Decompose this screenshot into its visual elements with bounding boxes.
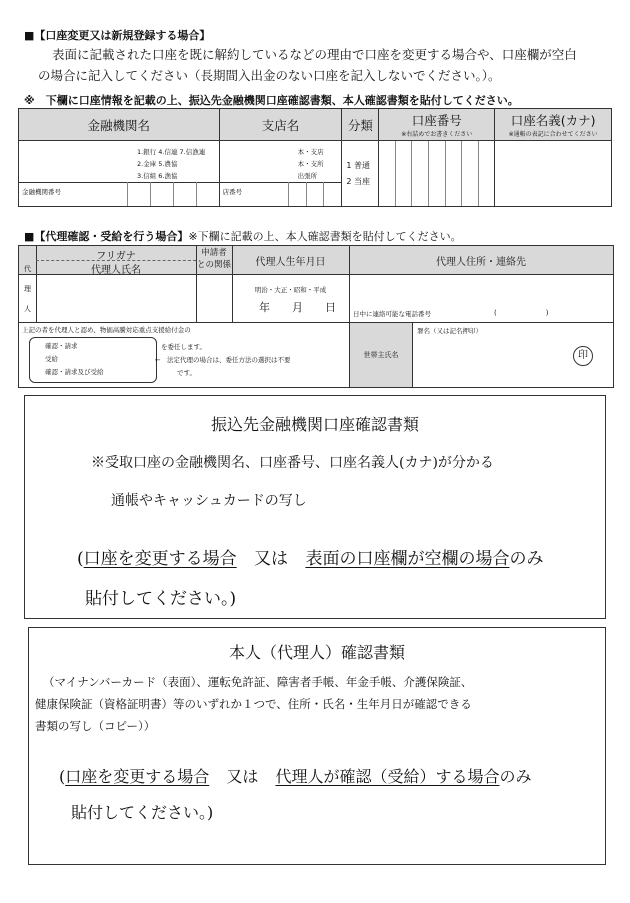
era-options[interactable]: 明治・大正・昭和・平成 xyxy=(254,286,327,294)
header-account-holder-label: 口座名義(カナ) xyxy=(510,113,596,128)
box2-cond-open: ( xyxy=(59,767,66,786)
branch-code-label: 店番号 xyxy=(222,188,243,196)
side-label-dai: 代 xyxy=(24,265,31,273)
box2-line1: （マイナンバーカード（表面）、運転免許証、障害者手帳、年金手帳、介護保険証、 xyxy=(43,675,473,689)
legal-note-line1: ← 法定代理の場合は、委任方法の選択は不要 xyxy=(155,356,291,364)
delegation-text: 上記の者を代理人と認め、物価高騰対応重点支援給付金の xyxy=(22,326,191,334)
section2-heading-row xyxy=(24,228,462,244)
branch-code-cells[interactable] xyxy=(288,182,342,206)
box2-cond-only: のみ xyxy=(499,767,532,786)
box1-title: 振込先金融機関口座確認書類 xyxy=(210,415,419,434)
box2-cond-a: 口座を変更する場合 xyxy=(65,767,210,786)
header-account-number-label: 口座番号 xyxy=(411,113,462,128)
account-number-field[interactable] xyxy=(379,141,495,207)
bank-type-line3: 3.信組 6.漁協 xyxy=(137,172,178,180)
side-label-nin: 人 xyxy=(24,305,31,313)
option-confirm-claim-receive[interactable]: 確認・請求及び受給 xyxy=(45,368,104,376)
agent-name-input[interactable] xyxy=(37,291,195,321)
box1-cond-a: 口座を変更する場合 xyxy=(83,549,237,569)
agent-form xyxy=(18,245,614,388)
box2-line3: 書類の写し（コピー）） xyxy=(35,719,156,733)
householder-label: 世帯主氏名 xyxy=(349,323,413,387)
bank-document-attach-box[interactable] xyxy=(24,395,606,619)
header-account-type: 分類 xyxy=(342,109,379,141)
account-type-field[interactable] xyxy=(342,141,379,207)
header-account-number xyxy=(379,109,495,141)
box1-cond-only: のみ xyxy=(509,549,544,569)
relation-label: 申請者 との関係 xyxy=(196,248,231,270)
furigana-input[interactable] xyxy=(37,275,195,290)
bank-type-line1: 1.銀行 4.信連 7.信漁連 xyxy=(137,148,206,156)
furigana-label: フリガナ xyxy=(96,251,136,262)
branch-name-field[interactable] xyxy=(219,141,342,207)
bank-type-line2: 2.金庫 5.農協 xyxy=(137,160,178,168)
box1-attach: 貼付してください。) xyxy=(85,589,237,609)
header-account-holder xyxy=(495,109,612,141)
phone-label: 日中に連絡可能な電話番号 xyxy=(353,310,431,318)
branch-type-line1: 本・支店 xyxy=(297,148,324,156)
box2-title: 本人（代理人）確認書類 xyxy=(228,643,405,662)
option-receive[interactable]: 受給 xyxy=(45,355,58,363)
branch-type-line2: 本・支所 xyxy=(297,160,324,168)
bank-code-label: 金融機関番号 xyxy=(22,188,61,196)
box2-attach: 貼付してください。) xyxy=(71,803,214,822)
birthdate-label: 代理人生年月日 xyxy=(255,257,326,268)
section1-heading: ■【口座変更又は新規登録する場合】 xyxy=(24,29,211,42)
branch-type-line3: 出張所 xyxy=(297,172,318,180)
box1-line1: ※受取口座の金融機関名、口座番号、口座名義人(カナ)が分かる xyxy=(91,455,494,471)
box2-line2: 健康保険証（資格証明書）等のいずれか１つで、住所・氏名・生年月日が確認できる xyxy=(35,697,472,711)
box1-line2: 通帳やキャッシュカードの写し xyxy=(111,493,307,509)
account-holder-field[interactable] xyxy=(495,141,612,207)
box1-cond-b: 表面の口座欄が空欄の場合 xyxy=(305,549,510,569)
signature-label: 署名（又は記名押印） xyxy=(417,327,482,335)
seal-mark: 印 xyxy=(573,346,593,366)
header-account-holder-note: ※通帳の表記に合わせてください xyxy=(508,131,598,138)
account-type-checking[interactable]: 2 当座 xyxy=(346,176,371,186)
box1-cond-or: 又は xyxy=(254,549,289,569)
side-label-ri: 理 xyxy=(24,285,31,293)
header-account-number-note: ※右詰めでお書きください xyxy=(401,131,473,138)
birthdate-ymd[interactable]: 年 月 日 xyxy=(259,301,336,314)
account-table xyxy=(18,108,612,207)
box1-condition xyxy=(77,544,543,569)
phone-input[interactable]: ( ) xyxy=(494,309,549,317)
section2-heading-note: ※下欄に記載の上、本人確認書類を貼付してください。 xyxy=(188,230,462,243)
box2-cond-or: 又は xyxy=(226,767,259,786)
section1-paragraph-line2: の場合に記入してください（長期間入出金のない口座を記入しないでください。）。 xyxy=(38,68,501,83)
entrust-text: を委任します。 xyxy=(161,343,206,351)
box2-condition xyxy=(59,764,532,787)
section2-heading: ■【代理確認・受給を行う場合】 xyxy=(24,230,189,243)
section1-note: ※ 下欄に口座情報を記載の上、振込先金融機関口座確認書類、本人確認書類を貼付してください。 xyxy=(24,94,519,107)
address-label: 代理人住所・連絡先 xyxy=(436,257,526,268)
bank-code-cells[interactable] xyxy=(127,182,219,206)
bank-name-field[interactable] xyxy=(19,141,220,207)
identity-document-attach-box[interactable] xyxy=(28,627,606,865)
option-confirm-claim[interactable]: 確認・請求 xyxy=(45,342,78,350)
box2-cond-b: 代理人が確認（受給）する場合 xyxy=(275,767,500,786)
header-bank-name: 金融機関名 xyxy=(19,109,220,141)
section1-paragraph-line1: 表面に記載された口座を既に解約しているなどの理由で口座を変更する場合や、口座欄が空白 xyxy=(52,47,577,62)
relation-input[interactable] xyxy=(197,275,231,321)
box1-cond-open: ( xyxy=(77,549,84,569)
account-type-ordinary[interactable]: 1 普通 xyxy=(346,160,371,170)
header-branch-name: 支店名 xyxy=(219,109,342,141)
legal-note-line2: です。 xyxy=(177,369,196,377)
agent-name-label: 代理人氏名 xyxy=(91,265,141,276)
